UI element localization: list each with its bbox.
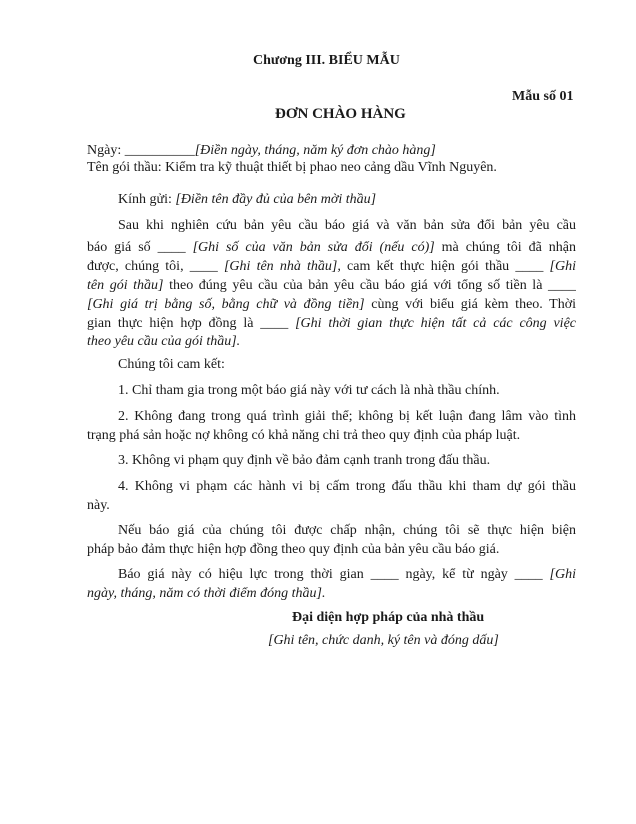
para1-line7: theo yêu cầu của gói thầu].: [87, 334, 241, 349]
para2-line1: Nếu báo giá của chúng tôi được chấp nhận, chúng tôi sẽ thực hiện biện: [118, 523, 576, 538]
signature-title: Đại diện hợp pháp của nhà thầu: [292, 610, 485, 625]
date-hint: [Điền ngày, tháng, năm ký đơn chào hàng]: [194, 143, 436, 158]
para1-line5: [Ghi giá trị bằng số, bằng chữ và đồng tiền] cùng với biểu giá kèm theo. Thời: [87, 297, 576, 312]
commitment-item-2-line2: trạng phá sản hoặc nợ không có khả năng chi trả theo quy định của pháp luật.: [87, 428, 521, 443]
date-line: [87, 143, 436, 159]
para2-line2: pháp bảo đảm thực hiện hợp đồng theo quy định của bản yêu cầu báo giá.: [87, 542, 500, 557]
amendment-hint: [Ghi số của văn bản sửa đổi (nếu có)]: [192, 240, 435, 255]
duration-hint: [Ghi thời gian thực hiện tất cả các công việc: [295, 316, 576, 331]
package-name-line: Tên gói thầu: Kiểm tra kỹ thuật thiết bị phao neo cảng dầu Vĩnh Nguyên.: [87, 160, 497, 175]
chapter-heading: Chương III. BIỂU MẪU: [253, 53, 400, 68]
para3-line2: ngày, tháng, năm có thời điểm đóng thầu].: [87, 586, 326, 601]
para1-line2: báo giá số ____ [Ghi số của văn bản sửa đổi (nếu có)] mà chúng tôi đã nhận: [87, 240, 576, 255]
para1-line6: gian thực hiện hợp đồng là ____ [Ghi thời gian thực hiện tất cả các công việc: [87, 316, 576, 331]
para1-line1: Sau khi nghiên cứu bản yêu cầu báo giá và văn bản sửa đổi bản yêu cầu: [118, 218, 576, 233]
para1-line4: tên gói thầu] theo đúng yêu cầu của bản yêu cầu báo giá với tổng số tiền là ____: [87, 278, 576, 293]
commitment-item-2-line1: 2. Không đang trong quá trình giải thể; không bị kết luận đang lâm vào tình: [118, 409, 576, 424]
price-hint: [Ghi giá trị bằng số, bằng chữ và đồng tiền]: [87, 297, 365, 312]
bidder-name-hint: [Ghi tên nhà thầu],: [223, 259, 341, 274]
greeting-line: [118, 192, 376, 208]
greeting-hint: [Điền tên đầy đủ của bên mời thầu]: [175, 192, 377, 207]
para3-line1: Báo giá này có hiệu lực trong thời gian ____ ngày, kể từ ngày ____ [Ghi: [118, 567, 576, 582]
para1-line3: được, chúng tôi, ____ [Ghi tên nhà thầu], cam kết thực hiện gói thầu ____ [Ghi: [87, 259, 576, 274]
commitment-item-4-line1: 4. Không vi phạm các hành vi bị cấm trong đấu thầu khi tham dự gói thầu: [118, 479, 576, 494]
signature-hint: [Ghi tên, chức danh, ký tên và đóng dấu]: [268, 633, 499, 648]
date-label: Ngày: __________: [87, 143, 195, 158]
commitment-item-1: 1. Chỉ tham gia trong một báo giá này với tư cách là nhà thầu chính.: [118, 383, 500, 398]
package-name-hint: tên gói thầu]: [87, 278, 164, 293]
form-number: Mẫu số 01: [512, 89, 574, 104]
commitment-intro: Chúng tôi cam kết:: [118, 357, 225, 372]
document-title: ĐƠN CHÀO HÀNG: [275, 106, 406, 122]
commitment-item-4-line2: này.: [87, 498, 110, 513]
commitment-item-3: 3. Không vi phạm quy định về bảo đảm cạnh tranh trong đấu thầu.: [118, 453, 491, 468]
greeting-label: Kính gửi:: [118, 192, 176, 207]
